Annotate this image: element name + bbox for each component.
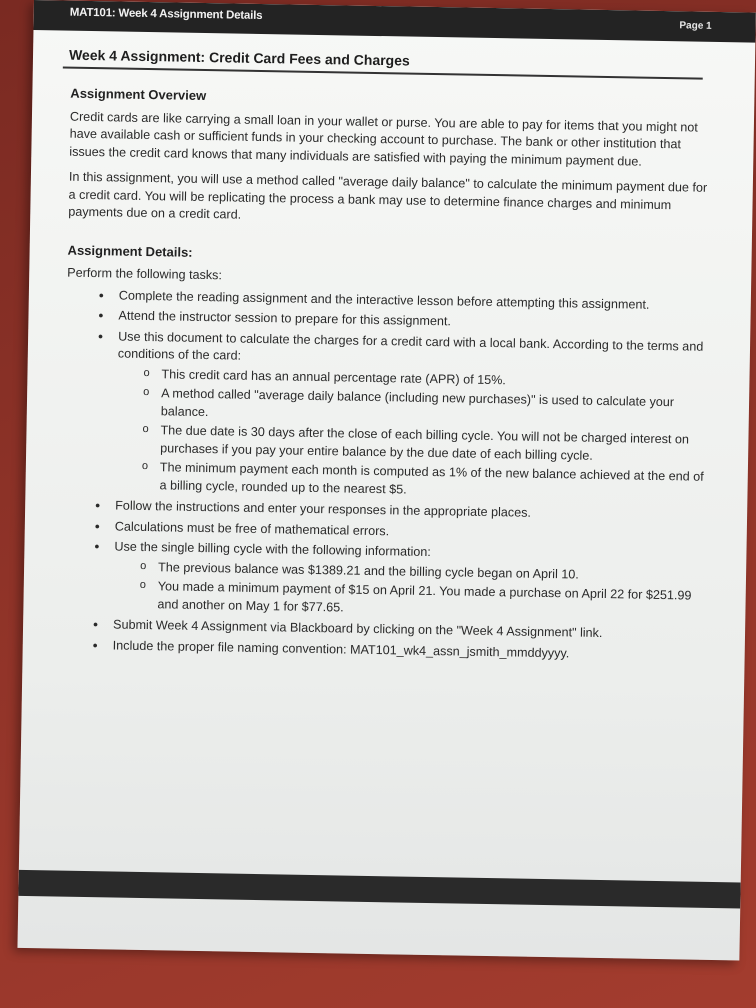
task-text: Use the single billing cycle with the following information:: [114, 539, 431, 560]
title-divider: [63, 67, 703, 80]
billing-cycle-item: o The previous balance was $1389.21 and the billing cycle began on April 10.: [158, 559, 702, 586]
card-term-item: o The due date is 30 days after the close of each billing cycle. You will not be charged interest on purchases if you pay your entire balance by the due date of each billing cycle.: [160, 422, 705, 466]
card-term-item: o This credit card has an annual percentage rate (APR) of 15%.: [161, 366, 705, 393]
document-body: [61, 85, 711, 668]
task-text: Complete the reading assignment and the interactive lesson before attempting this assignment.: [118, 288, 650, 312]
task-text: Calculations must be free of mathematical errors.: [114, 518, 390, 538]
card-term-item: o The minimum payment each month is computed as 1% of the new balance achieved at the end of a billing cycle, rounded up to the nearest $5.: [159, 459, 704, 503]
overview-paragraph: In this assignment, you will use a method called "average daily balance" to calculate the minimum payment due for a credit card. You will be replicating the process a bank may use to determine finance charges and minimum payments due on a credit card.: [68, 169, 708, 222]
task-text: Follow the instructions and enter your responses in the appropriate places.: [115, 498, 532, 520]
document-page: [17, 0, 755, 960]
document-title: Week 4 Assignment: Credit Card Fees and Charges: [68, 46, 410, 69]
task-list: [61, 286, 707, 665]
overview-heading: Assignment Overview: [70, 85, 207, 104]
task-text: Submit Week 4 Assignment via Blackboard by clicking on the "Week 4 Assignment" link.: [112, 617, 603, 641]
billing-cycle-item: o You made a minimum payment of $15 on April 21. You made a purchase on April 22 for $251.99 and another on May 1 for $77.65.: [157, 578, 702, 622]
task-text: Include the proper file naming convention: MAT101_wk4_assn_jsmith_mmddyyyy.: [112, 637, 570, 660]
task-item: [113, 538, 702, 622]
details-heading: Assignment Details:: [67, 242, 193, 260]
task-item: [115, 328, 706, 504]
task-text: Use this document to calculate the charges for a credit card with a local bank. According to the terms and conditions of the card:: [117, 329, 704, 363]
card-terms-list: [115, 365, 705, 504]
card-term-item: o A method called "average daily balance (including new purchases)" is used to calculate your balance.: [161, 385, 706, 429]
footer-band: [18, 870, 740, 909]
details-intro: Perform the following tasks:: [67, 265, 223, 283]
document-label: MAT101: Week 4 Assignment Details: [69, 6, 263, 22]
page-number: Page 1: [679, 20, 712, 32]
task-text: Attend the instructor session to prepare for this assignment.: [118, 308, 452, 329]
header-band: [33, 0, 755, 43]
overview-paragraph: Credit cards are like carrying a small loan in your wallet or purse. You are able to pay for items that you might not have available cash or sufficient funds in your checking account to purchase. The bank or other institution that issues the credit card knows that many individuals are satisfied with paying the minimum payment due.: [69, 109, 698, 169]
billing-cycle-list: [113, 558, 702, 623]
